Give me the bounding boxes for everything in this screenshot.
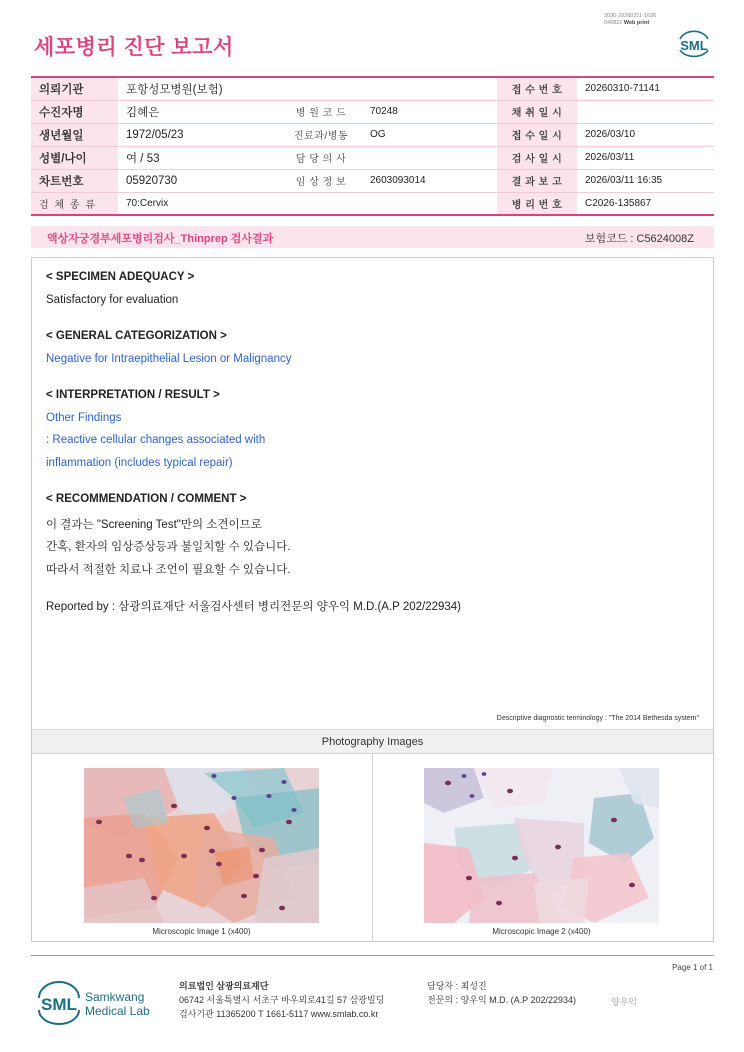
- collection-date-value: [577, 100, 714, 123]
- page-title: 세포병리 진단 보고서: [34, 36, 234, 59]
- label-result-report: 결 과 보 고: [497, 169, 577, 192]
- department-value: OG: [362, 123, 497, 146]
- sml-logo: [674, 26, 714, 60]
- label-clinical-info: 임 상 정 보: [280, 169, 362, 192]
- interpretation-line: Other Findings: [46, 412, 122, 424]
- samkwang-logo: [37, 980, 162, 1026]
- recommendation-heading: < RECOMMENDATION / COMMENT >: [46, 493, 247, 505]
- table-row: [31, 192, 714, 215]
- staff-info: [427, 979, 576, 1007]
- recommendation-line: 간혹, 환자의 임상증상등과 불일치할 수 있습니다.: [46, 541, 291, 553]
- label-accession-no: 접 수 번 호: [497, 77, 577, 100]
- org-contact: 검사기관 11365200 T 1661-5117 www.smlab.co.kr: [179, 1009, 379, 1019]
- patient-info-table: [31, 76, 714, 216]
- physician-value: [362, 146, 497, 169]
- result-box: [31, 257, 714, 942]
- label-sex-age: 성별/나이: [31, 146, 118, 169]
- manager: 담당자 : 최성진: [427, 981, 487, 991]
- label-requesting-org: 의뢰기관: [31, 77, 118, 100]
- specimen-type-value: 70:Cervix: [118, 192, 497, 215]
- org-address: 06742 서울특별시 서초구 바우뫼로41길 57 삼광빌딩: [179, 995, 385, 1005]
- pathology-no-value: C2026-135867: [577, 192, 714, 215]
- terminology-note: Descriptive diagnostic terminology : "The 2014 Bethesda system": [496, 715, 699, 722]
- org-info: [179, 979, 384, 1021]
- table-row: [31, 77, 714, 100]
- category-heading: < GENERAL CATEGORIZATION >: [46, 330, 227, 342]
- test-section-bar: [31, 226, 714, 248]
- table-row: [31, 169, 714, 192]
- test-name: 액상자궁경부세포병리검사_Thinprep 검사결과: [47, 233, 274, 245]
- received-date-value: 2026/03/10: [577, 123, 714, 146]
- label-pathology-no: 병 리 번 호: [497, 192, 577, 215]
- adequacy-heading: < SPECIMEN ADEQUACY >: [46, 271, 195, 283]
- result-report-value: 2026/03/11 16:35: [577, 169, 714, 192]
- label-department: 진료과/병동: [280, 123, 362, 146]
- insurance-code: 보험코드 : C5624008Z: [584, 233, 694, 245]
- chart-no-value: 05920730: [118, 169, 280, 192]
- footer-logo-brand: SML: [41, 995, 77, 1014]
- label-collection-date: 채 취 일 시: [497, 100, 577, 123]
- category-text: Negative for Intraepithelial Lesion or Malignancy: [46, 353, 292, 365]
- reported-by: Reported by : 삼광의료재단 서울검사센터 병리전문의 양우익 M.D.(A.P 202/22934): [46, 601, 462, 613]
- org-name: 의료법인 삼광의료재단: [179, 981, 269, 991]
- logo-text: SML: [680, 38, 708, 53]
- label-birth-date: 생년월일: [31, 123, 118, 146]
- birth-date-value: 1972/05/23: [118, 123, 280, 146]
- clinical-info-value: 2603093014: [362, 169, 497, 192]
- requesting-org-value: 포항성모병원(보험): [118, 77, 497, 100]
- sex-age-value: 여 / 53: [118, 146, 280, 169]
- recommendation-line: 따라서 적절한 치료나 조언이 필요할 수 있습니다.: [46, 564, 291, 576]
- accession-no-value: 20260310-71141: [577, 77, 714, 100]
- label-physician: 담 당 의 사: [280, 146, 362, 169]
- microscopic-image-1: [84, 768, 319, 923]
- label-specimen-type: 검 체 종 류: [31, 192, 118, 215]
- test-date-value: 2026/03/11: [577, 146, 714, 169]
- specialist: 전문의 : 양우익 M.D. (A.P 202/22934): [427, 995, 577, 1005]
- label-chart-no: 차트번호: [31, 169, 118, 192]
- table-row: [31, 146, 714, 169]
- patient-name-value: 김혜은: [118, 100, 280, 123]
- microscopic-image-2: [424, 768, 659, 923]
- label-hospital-code: 병 원 코 드: [280, 100, 362, 123]
- image-1-caption: Microscopic Image 1 (x400): [152, 927, 251, 936]
- page-number: Page 1 of 1: [672, 963, 713, 972]
- hospital-code-value: 70248: [362, 100, 497, 123]
- footer-logo-line2: Medical Lab: [85, 1004, 150, 1018]
- footer-divider: [31, 955, 714, 956]
- table-row: [31, 123, 714, 146]
- adequacy-text: Satisfactory for evaluation: [46, 294, 179, 306]
- table-row: [31, 100, 714, 123]
- print-metadata: 3036-20260311-1636 040822 Web print: [604, 13, 657, 26]
- image-2-caption: Microscopic Image 2 (x400): [492, 927, 591, 936]
- label-test-date: 검 사 일 시: [497, 146, 577, 169]
- signature: 양우익: [611, 998, 638, 1008]
- recommendation-line: 이 결과는 "Screening Test"만의 소견이므로: [46, 519, 262, 531]
- label-received-date: 접 수 일 시: [497, 123, 577, 146]
- photo-divider: [372, 754, 373, 942]
- footer-logo-line1: Samkwang: [85, 990, 145, 1004]
- interpretation-line: inflammation (includes typical repair): [46, 457, 233, 469]
- interpretation-heading: < INTERPRETATION / RESULT >: [46, 389, 220, 401]
- interpretation-line: : Reactive cellular changes associated with: [46, 434, 266, 446]
- photo-section-heading: Photography Images: [32, 729, 713, 754]
- label-patient-name: 수진자명: [31, 100, 118, 123]
